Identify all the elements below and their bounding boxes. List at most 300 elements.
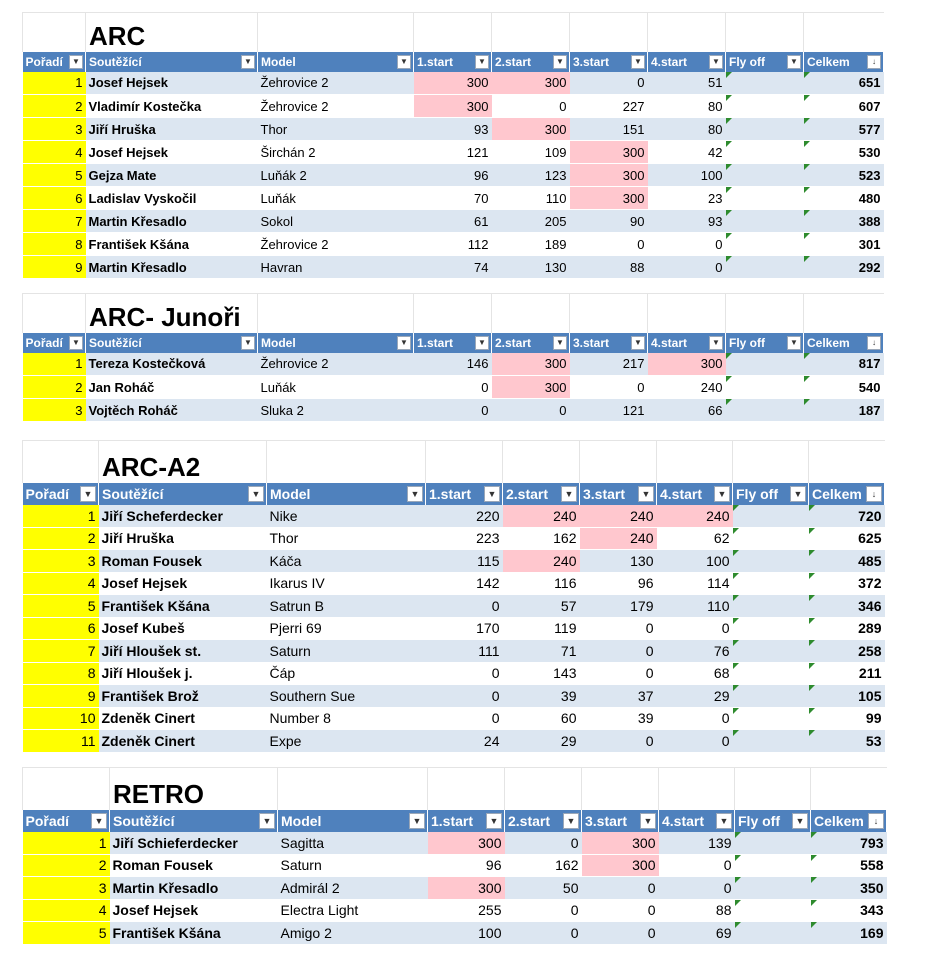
error-indicator-icon [733, 730, 739, 736]
error-indicator-icon [733, 640, 739, 646]
start-3-cell-value: 217 [622, 356, 645, 372]
empty-cell [580, 441, 657, 483]
model-cell [278, 854, 428, 877]
competitor-cell-value: Zdeněk Cinert [101, 710, 195, 727]
dropdown-arrow-icon[interactable]: ▼ [484, 486, 500, 502]
fly-off-cell [735, 854, 811, 877]
header-label: Celkem [807, 54, 850, 69]
error-indicator-icon [733, 685, 739, 691]
rank-cell-value: 6 [87, 620, 96, 637]
header-label: 1.start [431, 812, 474, 829]
model-cell-value: Sagitta [280, 834, 325, 851]
competitor-cell-value: Josef Kubeš [101, 620, 185, 637]
competitor-cell-value: Josef Hejsek [112, 902, 199, 919]
rank-cell [23, 707, 99, 730]
error-indicator-icon [726, 233, 732, 239]
error-indicator-icon [733, 550, 739, 556]
header-label: 1.start [429, 485, 472, 502]
start-4-cell-value: 93 [708, 213, 723, 229]
start-1-cell-value: 96 [485, 857, 502, 874]
competitor-cell-value: Gejza Mate [88, 167, 157, 183]
competitor-cell [99, 505, 267, 528]
start-1-cell-value: 24 [483, 732, 500, 749]
start-2-cell-value: 240 [553, 507, 577, 524]
model-cell [278, 832, 428, 855]
fly-off-cell [726, 95, 804, 118]
start-4-cell [648, 95, 726, 118]
start-1-cell-value: 111 [478, 642, 500, 659]
header-label: 2.start [495, 335, 532, 350]
model-cell [267, 730, 426, 753]
error-indicator-icon [811, 877, 817, 883]
dropdown-arrow-icon[interactable]: ▼ [714, 486, 730, 502]
sort-descending-icon[interactable]: ↓ [867, 336, 881, 350]
error-indicator-icon [726, 141, 732, 147]
start-2-cell-value: 240 [553, 552, 577, 569]
dropdown-arrow-icon[interactable]: ▼ [553, 336, 567, 350]
start-1-cell [414, 141, 492, 164]
error-indicator-icon [809, 595, 815, 601]
rank-cell [23, 353, 86, 376]
rank-cell [23, 187, 86, 210]
header-competitor [99, 483, 267, 505]
header-flyoff [735, 810, 811, 832]
competitor-cell-value: Josef Hejsek [88, 144, 168, 160]
model-cell-value: Number 8 [269, 710, 331, 727]
competitor-cell [110, 922, 278, 945]
header-label: Soutěžící [113, 812, 175, 829]
header-competitor [86, 52, 258, 72]
start-4-cell [659, 899, 735, 922]
start-4-cell-value: 0 [715, 236, 723, 252]
header-label: Pořadí [25, 812, 70, 829]
rank-cell-value: 2 [75, 379, 83, 395]
rank-cell-value: 2 [75, 98, 83, 114]
competitor-cell-value: František Kšána [112, 924, 221, 941]
start-2-cell [503, 640, 580, 663]
competitor-cell-value: Vojtěch Roháč [88, 402, 178, 418]
start-1-cell [426, 640, 503, 663]
header-label: Fly off [738, 812, 780, 829]
start-4-cell-value: 66 [708, 402, 723, 418]
header-label: 2.start [508, 812, 551, 829]
model-cell [258, 118, 414, 141]
fly-off-cell [726, 187, 804, 210]
start-2-cell-value: 0 [559, 98, 567, 114]
start-4-cell [648, 118, 726, 141]
model-cell-value: Širchán 2 [260, 144, 316, 160]
header-s1 [414, 52, 492, 72]
start-3-cell-value: 37 [637, 687, 654, 704]
start-4-cell [659, 854, 735, 877]
model-cell [267, 707, 426, 730]
dropdown-arrow-icon[interactable]: ▼ [563, 813, 579, 829]
error-indicator-icon [733, 573, 739, 579]
start-1-cell [414, 72, 492, 95]
dropdown-arrow-icon[interactable]: ▼ [631, 336, 645, 350]
dropdown-arrow-icon[interactable]: ▼ [91, 813, 107, 829]
table-row [23, 210, 884, 233]
table-row [23, 550, 885, 573]
total-cell [809, 640, 885, 663]
start-1-cell-value: 121 [466, 144, 489, 160]
table-row [23, 187, 884, 210]
fly-off-cell [733, 730, 809, 753]
start-4-cell [648, 187, 726, 210]
start-3-cell [580, 595, 657, 618]
empty-cell [648, 13, 726, 52]
header-competitor [110, 810, 278, 832]
fly-off-cell [726, 141, 804, 164]
start-2-cell [503, 730, 580, 753]
empty-cell [648, 294, 726, 333]
header-rank [23, 810, 110, 832]
dropdown-arrow-icon[interactable]: ▼ [397, 336, 411, 350]
model-cell [258, 353, 414, 376]
error-indicator-icon [804, 118, 810, 124]
header-label: Model [281, 812, 322, 829]
dropdown-arrow-icon[interactable]: ▼ [80, 486, 96, 502]
header-label: Model [261, 54, 296, 69]
header-label: Pořadí [25, 54, 63, 69]
start-4-cell-value: 80 [708, 98, 723, 114]
dropdown-arrow-icon[interactable]: ▼ [716, 813, 732, 829]
rank-cell-value: 7 [75, 213, 83, 229]
start-2-cell [505, 877, 582, 900]
total-cell [811, 877, 887, 900]
header-label: Soutěžící [89, 335, 142, 350]
table-row [23, 233, 884, 256]
rank-cell-value: 8 [75, 236, 83, 252]
error-indicator-icon [809, 730, 815, 736]
dropdown-arrow-icon[interactable]: ▼ [475, 336, 489, 350]
dropdown-arrow-icon[interactable]: ▼ [241, 336, 255, 350]
table-row [23, 877, 887, 900]
competitor-cell-value: Roman Fousek [112, 857, 213, 874]
start-1-cell-value: 96 [474, 167, 489, 183]
start-3-cell [570, 399, 648, 422]
total-cell [811, 922, 887, 945]
sort-descending-icon[interactable]: ↓ [866, 486, 882, 502]
total-cell-value: 53 [865, 732, 882, 749]
start-2-cell [505, 854, 582, 877]
dropdown-arrow-icon[interactable]: ▼ [486, 813, 502, 829]
model-cell-value: Pjerri 69 [269, 620, 322, 637]
competitor-cell [86, 95, 258, 118]
start-2-cell-value: 119 [554, 620, 577, 637]
total-cell [804, 72, 884, 95]
model-cell-value: Luňák [260, 379, 296, 395]
competitor-cell [99, 730, 267, 753]
start-2-cell-value: 29 [560, 732, 577, 749]
model-cell [258, 256, 414, 279]
start-3-cell-value: 90 [630, 213, 645, 229]
start-2-cell [503, 662, 580, 685]
empty-cell [428, 768, 505, 810]
start-4-cell-value: 29 [713, 687, 730, 704]
dropdown-arrow-icon[interactable]: ▼ [259, 813, 275, 829]
start-4-cell [659, 832, 735, 855]
start-1-cell-value: 300 [466, 98, 489, 114]
start-2-cell-value: 300 [544, 75, 567, 91]
start-4-cell-value: 88 [715, 902, 732, 919]
table-row [23, 899, 887, 922]
fly-off-cell [726, 353, 804, 376]
error-indicator-icon [735, 832, 741, 838]
header-s1 [426, 483, 503, 505]
dropdown-arrow-icon[interactable]: ▼ [631, 55, 645, 69]
total-cell [804, 164, 884, 187]
fly-off-cell [733, 595, 809, 618]
start-3-cell [580, 640, 657, 663]
rank-cell-value: 5 [75, 167, 83, 183]
start-2-cell [503, 685, 580, 708]
start-1-cell-value: 0 [491, 687, 500, 704]
model-cell [278, 922, 428, 945]
rank-cell-value: 1 [87, 507, 96, 524]
start-2-cell [503, 550, 580, 573]
start-1-cell-value: 0 [481, 402, 489, 418]
table-row [23, 854, 887, 877]
error-indicator-icon [811, 922, 817, 928]
start-3-cell-value: 151 [622, 121, 645, 137]
sort-descending-icon[interactable]: ↓ [868, 813, 884, 829]
header-row [23, 333, 884, 353]
competitor-cell [86, 376, 258, 399]
start-2-cell-value: 110 [545, 190, 567, 206]
start-4-cell-value: 69 [715, 924, 732, 941]
header-label: Fly off [736, 485, 778, 502]
total-cell [804, 399, 884, 422]
dropdown-arrow-icon[interactable]: ▼ [241, 55, 255, 69]
header-label: 4.start [651, 335, 688, 350]
competitor-cell [99, 662, 267, 685]
table-row [23, 353, 884, 376]
model-cell-value: Čáp [269, 665, 296, 682]
rank-cell-value: 1 [98, 834, 107, 851]
table-row [23, 164, 884, 187]
total-cell [804, 187, 884, 210]
rank-cell [23, 399, 86, 422]
dropdown-arrow-icon[interactable]: ▼ [475, 55, 489, 69]
model-cell [267, 527, 426, 550]
empty-cell [503, 441, 580, 483]
model-cell [258, 72, 414, 95]
model-cell [258, 376, 414, 399]
start-1-cell [426, 550, 503, 573]
start-4-cell [657, 617, 733, 640]
start-4-cell-value: 42 [708, 144, 723, 160]
competitor-cell-value: Tereza Kostečková [88, 356, 206, 372]
start-1-cell-value: 0 [481, 379, 489, 395]
error-indicator-icon [809, 550, 815, 556]
rank-cell [23, 210, 86, 233]
dropdown-arrow-icon[interactable]: ▼ [709, 55, 723, 69]
competitor-cell [110, 854, 278, 877]
dropdown-arrow-icon[interactable]: ▼ [640, 813, 656, 829]
empty-cell [414, 294, 492, 333]
rank-cell [23, 164, 86, 187]
header-rank [23, 333, 86, 353]
start-1-cell [428, 854, 505, 877]
table-row [23, 505, 885, 528]
rank-cell [23, 854, 110, 877]
model-cell [258, 187, 414, 210]
error-indicator-icon [726, 353, 732, 359]
competitor-cell-value: Zdeněk Cinert [101, 732, 195, 749]
total-cell-value: 258 [858, 642, 882, 659]
error-indicator-icon [726, 72, 732, 78]
empty-cell [505, 768, 582, 810]
header-label: 3.start [573, 54, 610, 69]
model-cell-value: Havran [260, 259, 303, 275]
start-4-cell-value: 300 [700, 356, 723, 372]
start-2-cell [505, 832, 582, 855]
start-4-cell-value: 100 [706, 552, 730, 569]
rank-cell [23, 527, 99, 550]
start-3-cell-value: 0 [647, 879, 656, 896]
table-row [23, 662, 885, 685]
total-cell-value: 530 [858, 144, 881, 160]
dropdown-arrow-icon[interactable]: ▼ [790, 486, 806, 502]
error-indicator-icon [726, 164, 732, 170]
competitor-cell-value: Roman Fousek [101, 552, 202, 569]
dropdown-arrow-icon[interactable]: ▼ [69, 336, 83, 350]
dropdown-arrow-icon[interactable]: ▼ [409, 813, 425, 829]
start-1-cell [426, 505, 503, 528]
table-row [23, 707, 885, 730]
dropdown-arrow-icon[interactable]: ▼ [638, 486, 654, 502]
rank-cell [23, 595, 99, 618]
error-indicator-icon [804, 187, 810, 193]
competitor-cell [99, 685, 267, 708]
start-1-cell [426, 572, 503, 595]
table-row [23, 685, 885, 708]
model-cell-value: Žehrovice 2 [260, 356, 329, 372]
start-3-cell-value: 240 [630, 530, 654, 547]
empty-cell [726, 13, 804, 52]
start-1-cell-value: 255 [478, 902, 502, 919]
start-3-cell [580, 550, 657, 573]
model-cell [278, 899, 428, 922]
dropdown-arrow-icon[interactable]: ▼ [248, 486, 264, 502]
start-1-cell-value: 100 [478, 924, 502, 941]
start-4-cell [648, 141, 726, 164]
dropdown-arrow-icon[interactable]: ▼ [397, 55, 411, 69]
fly-off-cell [733, 662, 809, 685]
competitor-cell [86, 210, 258, 233]
error-indicator-icon [804, 256, 810, 262]
start-3-cell [580, 527, 657, 550]
total-cell [804, 353, 884, 376]
competitor-cell-value: Jiří Hloušek j. [101, 665, 193, 682]
header-label: 1.start [417, 335, 454, 350]
start-4-cell [657, 595, 733, 618]
start-4-cell [657, 505, 733, 528]
start-2-cell-value: 71 [560, 642, 577, 659]
start-1-cell-value: 61 [474, 213, 489, 229]
start-2-cell [503, 527, 580, 550]
error-indicator-icon [726, 399, 732, 405]
rank-cell [23, 617, 99, 640]
total-cell [804, 141, 884, 164]
dropdown-arrow-icon[interactable]: ▼ [69, 55, 83, 69]
start-3-cell [570, 210, 648, 233]
error-indicator-icon [804, 72, 810, 78]
section-title: RETRO [110, 768, 278, 810]
empty-cell [726, 294, 804, 333]
start-2-cell-value: 0 [570, 924, 579, 941]
model-cell-value: Saturn [280, 857, 322, 874]
total-cell-value: 485 [858, 552, 882, 569]
start-1-cell-value: 220 [476, 507, 500, 524]
start-3-cell [580, 730, 657, 753]
empty-cell [23, 13, 86, 52]
fly-off-cell [733, 505, 809, 528]
fly-off-cell [726, 72, 804, 95]
rank-cell-value: 6 [75, 190, 83, 206]
start-1-cell-value: 112 [467, 236, 489, 252]
rank-cell-value: 9 [75, 259, 83, 275]
table-row [23, 640, 885, 663]
model-cell [267, 572, 426, 595]
header-label: 4.start [660, 485, 703, 502]
model-cell [258, 210, 414, 233]
start-3-cell [582, 899, 659, 922]
header-total [804, 52, 884, 72]
dropdown-arrow-icon[interactable]: ▼ [787, 55, 801, 69]
header-total [809, 483, 885, 505]
competitor-cell [86, 233, 258, 256]
dropdown-arrow-icon[interactable]: ▼ [561, 486, 577, 502]
fly-off-cell [735, 922, 811, 945]
table-row [23, 72, 884, 95]
start-2-cell-value: 300 [544, 379, 567, 395]
start-2-cell [492, 376, 570, 399]
competitor-cell-value: František Kšána [101, 597, 210, 614]
empty-cell [23, 294, 86, 333]
dropdown-arrow-icon[interactable]: ▼ [709, 336, 723, 350]
start-4-cell-value: 0 [721, 710, 730, 727]
competitor-cell [99, 595, 267, 618]
start-1-cell [414, 118, 492, 141]
error-indicator-icon [804, 164, 810, 170]
competitor-cell [110, 832, 278, 855]
start-4-cell-value: 240 [700, 379, 723, 395]
sort-descending-icon[interactable]: ↓ [867, 55, 881, 69]
error-indicator-icon [726, 187, 732, 193]
rank-cell [23, 72, 86, 95]
total-cell-value: 105 [858, 687, 882, 704]
fly-off-cell [726, 233, 804, 256]
dropdown-arrow-icon[interactable]: ▼ [407, 486, 423, 502]
rank-cell-value: 4 [87, 575, 96, 592]
competitor-cell [110, 877, 278, 900]
start-4-cell-value: 0 [715, 259, 723, 275]
dropdown-arrow-icon[interactable]: ▼ [792, 813, 808, 829]
error-indicator-icon [735, 877, 741, 883]
model-cell-value: Luňák 2 [260, 167, 307, 183]
dropdown-arrow-icon[interactable]: ▼ [553, 55, 567, 69]
start-1-cell-value: 115 [477, 552, 500, 569]
dropdown-arrow-icon[interactable]: ▼ [787, 336, 801, 350]
start-4-cell-value: 23 [708, 190, 723, 206]
empty-cell [804, 294, 884, 333]
rank-cell [23, 141, 86, 164]
rank-cell [23, 118, 86, 141]
start-1-cell [414, 187, 492, 210]
error-indicator-icon [804, 376, 810, 382]
